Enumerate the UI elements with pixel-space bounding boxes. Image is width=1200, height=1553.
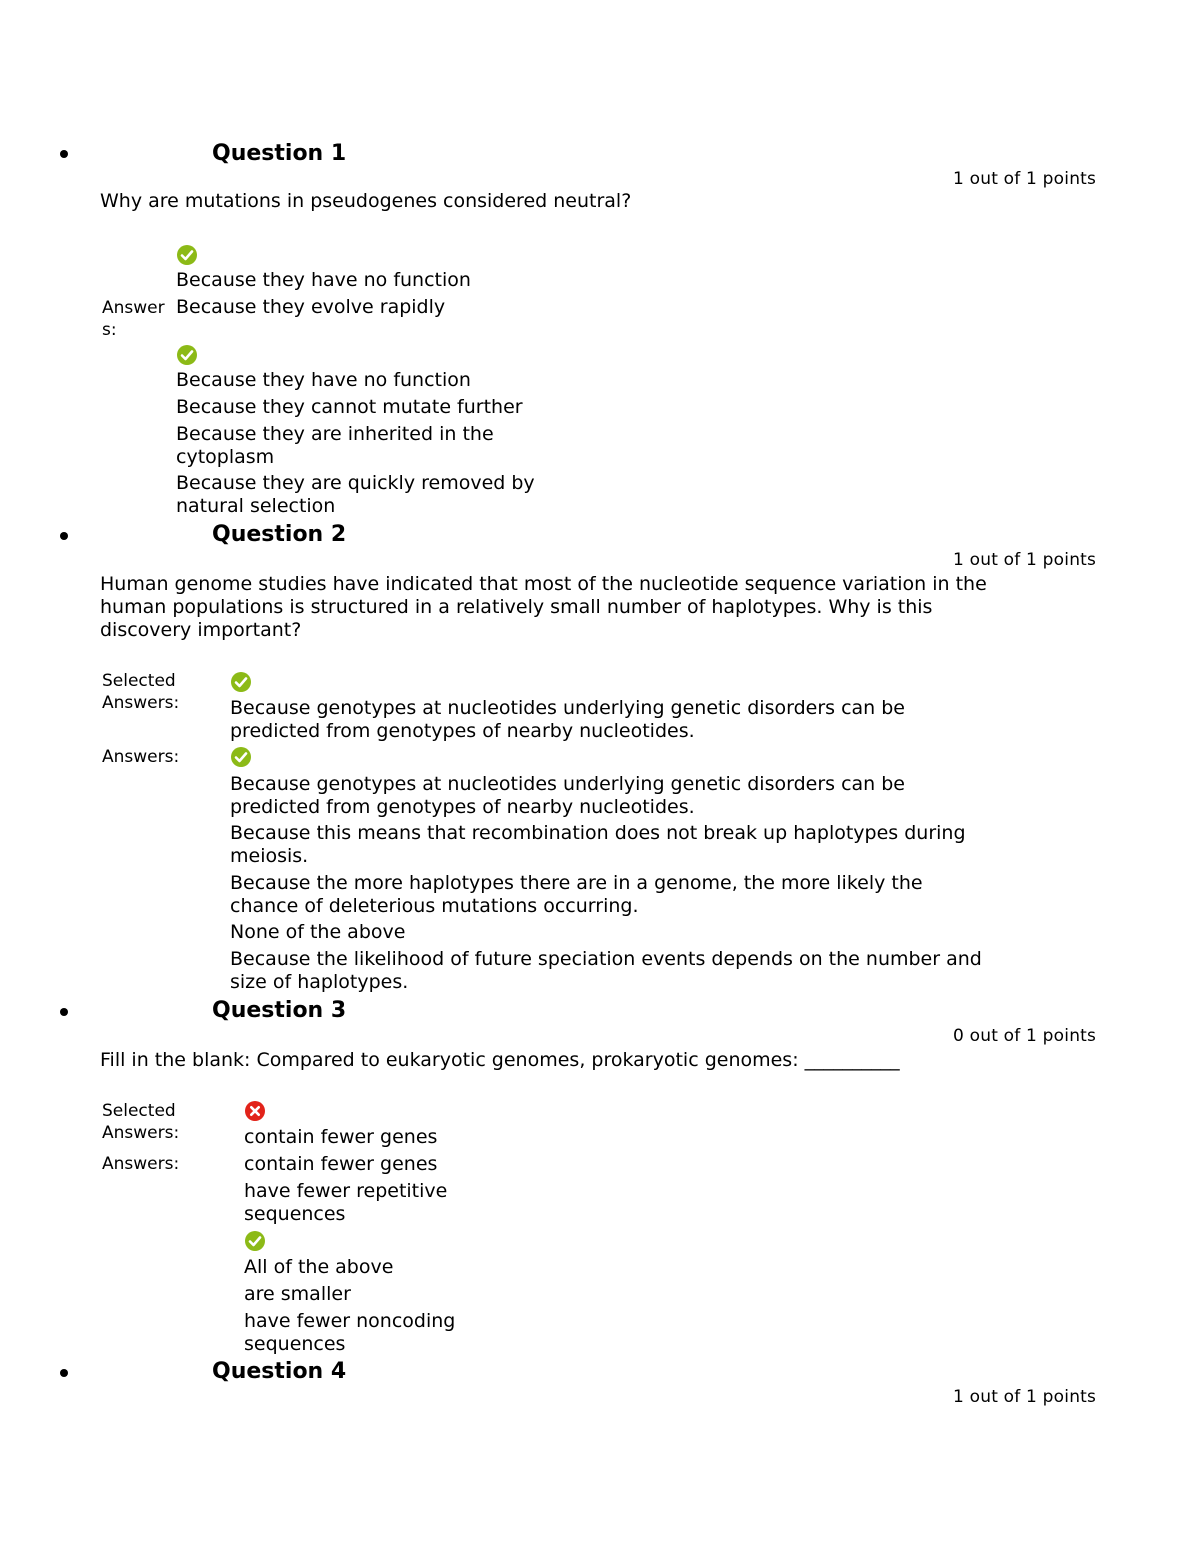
question-title: Question 3: [212, 998, 347, 1023]
answer-option: Because this means that recombination does not break up haplotypes during meiosis.: [230, 822, 966, 867]
answer-option: Because the more haplotypes there are in a genome, the more likely the chance of deleterious mutations occurring.: [230, 872, 923, 917]
answer-option: None of the above: [230, 921, 406, 943]
answer-option: Because they are quickly removed by natural selection: [176, 472, 535, 517]
list-bullet: [60, 1008, 68, 1016]
question-title: Question 2: [212, 522, 347, 547]
list-bullet: [60, 532, 68, 540]
question-points: 0 out of 1 points: [953, 1026, 1097, 1046]
question-points: 1 out of 1 points: [953, 169, 1097, 189]
answer-option: contain fewer genes: [244, 1153, 438, 1175]
question-text: Fill in the blank: Compared to eukaryotic genomes, prokaryotic genomes: __________: [100, 1049, 900, 1071]
correct-check-icon: [231, 672, 251, 692]
answers-label: Answers:: [102, 747, 180, 767]
answer-option: Because they cannot mutate further: [176, 396, 523, 418]
question-title: Question 4: [212, 1359, 347, 1384]
question-text: Human genome studies have indicated that most of the nucleotide sequence variation in the human populations is structured in a relatively small number of haplotypes. Why is this discovery important?: [100, 573, 987, 641]
selected-answers-label: Selected Answers:: [102, 1101, 180, 1143]
answer-option: have fewer repetitive sequences: [244, 1180, 448, 1225]
answer-option: Because the likelihood of future speciation events depends on the number and size of haplotypes.: [230, 948, 982, 993]
selected-answers-label: Selected Answers:: [102, 671, 180, 713]
correct-check-icon: [245, 1231, 265, 1251]
answer-option: All of the above: [244, 1256, 394, 1278]
question-title: Question 1: [212, 141, 347, 166]
list-bullet: [60, 1369, 68, 1377]
correct-check-icon: [231, 747, 251, 767]
selected-answer: Because genotypes at nucleotides underlying genetic disorders can be predicted from genotypes of nearby nucleotides.: [230, 697, 906, 742]
list-bullet: [60, 150, 68, 158]
question-points: 1 out of 1 points: [953, 1387, 1097, 1407]
incorrect-x-icon: [245, 1101, 265, 1121]
answer-option: Because they are inherited in the cytoplasm: [176, 423, 494, 468]
question-text: Why are mutations in pseudogenes considered neutral?: [100, 190, 632, 212]
question-points: 1 out of 1 points: [953, 550, 1097, 570]
answer-option: Because they have no function: [176, 369, 471, 391]
answer-option: are smaller: [244, 1283, 351, 1305]
correct-check-icon: [177, 345, 197, 365]
answers-label: Answers:: [102, 1154, 180, 1174]
selected-answer: contain fewer genes: [244, 1126, 438, 1148]
correct-check-icon: [177, 245, 197, 265]
selected-answer: Because they have no function: [176, 269, 471, 291]
answers-label: Answer s:: [102, 298, 165, 340]
answer-option: have fewer noncoding sequences: [244, 1310, 456, 1355]
answer-option: Because they evolve rapidly: [176, 296, 446, 318]
answer-option: Because genotypes at nucleotides underlying genetic disorders can be predicted from genotypes of nearby nucleotides.: [230, 773, 906, 818]
